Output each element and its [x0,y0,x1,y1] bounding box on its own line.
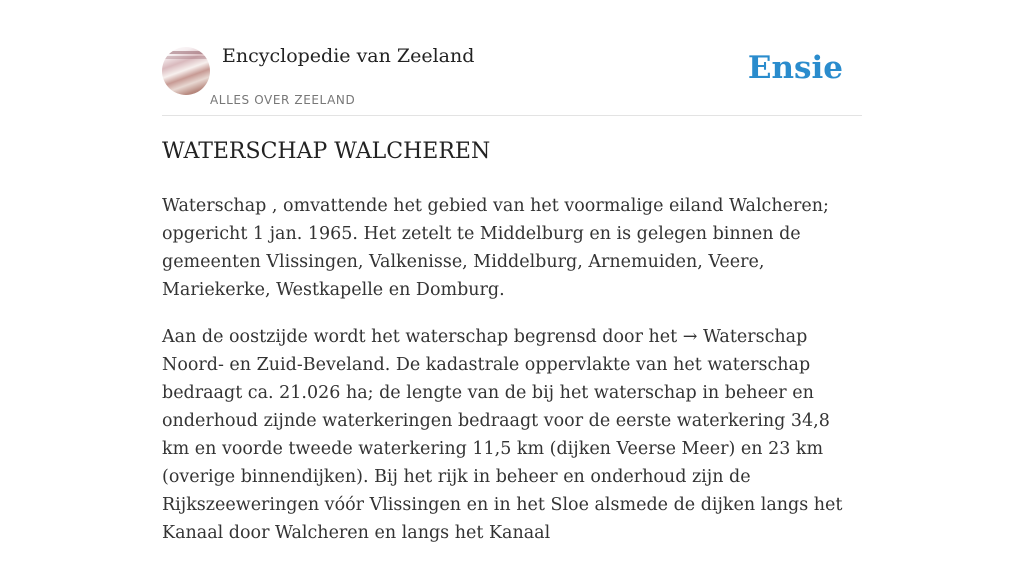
cross-reference-link[interactable]: → Waterschap Noord- en Zuid-Beveland [162,327,808,375]
site-header [162,0,862,116]
site-title[interactable]: Encyclopedie van Zeeland [222,45,475,67]
entry-paragraph [162,323,862,547]
avatar-decoration [162,56,210,59]
page [162,0,862,543]
entry-body [162,192,862,566]
paragraph-text: . De kadastrale oppervlakte van het waterschap bedraagt ca. 21.026 ha; de lengte van de bij het waterschap in beheer en onderhoud zijnde waterkeringen bedraagt voor de eerste waterkering 34,8 km en voorde tweede waterkering 11,5 km (dijken Veerse Meer) en 23 km (overige binnendijken). Bij het rijk in beheer en onderhoud zijn de Rijkszeeweringen vóór Vlissingen en in het Sloe alsmede de dijken langs het Kanaal door Walcheren en langs het Kanaal [162,355,843,543]
ensie-logo[interactable]: Ensie [747,50,843,86]
paragraph-text: Aan de oostzijde wordt het waterschap begrensd door het [162,327,683,347]
avatar-decoration [162,51,210,54]
entry-title: WATERSCHAP WALCHEREN [162,139,491,164]
site-subtitle: ALLES OVER ZEELAND [210,93,356,107]
entry-paragraph: Waterschap , omvattende het gebied van het voormalige eiland Walcheren; opgericht 1 jan. 1965. Het zetelt te Middelburg en is gelegen binnen de gemeenten Vlissingen, Valkenisse, Middelburg, Arnemuiden, Veere, Mariekerke, Westkapelle en Domburg. [162,196,829,300]
site-avatar[interactable] [162,47,210,95]
